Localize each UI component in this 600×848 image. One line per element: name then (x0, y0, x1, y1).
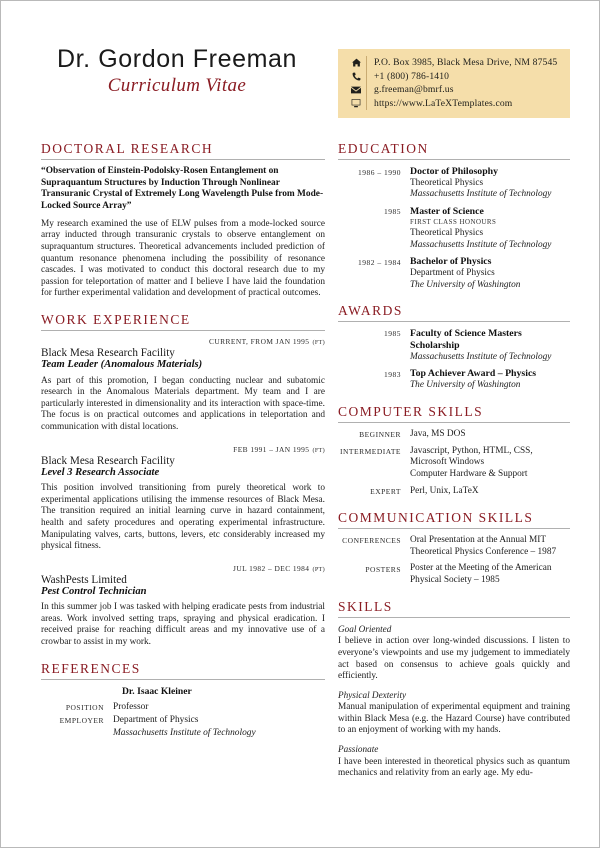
skill-category: Goal Oriented (338, 623, 392, 634)
award-body (410, 328, 570, 363)
award-year: 1983 (384, 369, 401, 379)
contact-row[interactable] (346, 83, 562, 97)
reference-label: POSITION (65, 702, 104, 712)
contact-text: g.freeman@bmrf.us (374, 84, 454, 96)
communication-skill-type: POSTERS (365, 564, 401, 574)
job-employer: Black Mesa Research Facility (41, 454, 175, 467)
job-employer: Black Mesa Research Facility (41, 346, 175, 359)
communication-skills-list (338, 535, 570, 587)
award-institution: The University of Washington (410, 380, 521, 391)
reference-row (41, 727, 325, 739)
education-years: 1986 – 1990 (358, 167, 401, 177)
skill-items (410, 446, 570, 481)
section-heading: EDUCATION (338, 141, 429, 156)
reference-value: Massachusetts Institute of Technology (113, 727, 256, 738)
section-heading: COMMUNICATION SKILLS (338, 509, 534, 525)
computer-skill-level: EXPERT (370, 487, 401, 497)
education-years: 1985 (384, 207, 401, 217)
education-institution: The University of Washington (410, 279, 521, 290)
section-skills (338, 599, 570, 780)
job-employment-type: (FT) (312, 446, 325, 454)
job-description: As part of this promotion, I began conducting nuclear and subatomic research in the Anomalous Materials department. My team and I are particularly interested in dimensionality and its interaction with space-time. The focus is on practical outcomes and applications in teleportation and communication with distal locations. (41, 375, 325, 432)
skill-item: Computer Hardware & Support (410, 469, 528, 480)
reference-label (41, 727, 113, 739)
skill-description: I have been interested in theoretical physics such as quantum mechanics and relativity from an early age. My edu- (338, 756, 570, 779)
section-divider (338, 422, 570, 423)
communication-skill-entry (338, 563, 570, 587)
education-entry (338, 166, 570, 201)
home-icon (346, 58, 366, 67)
page-title: Dr. Gordon Freeman (56, 45, 298, 73)
section-references (41, 661, 325, 739)
job-role: Pest Control Technician (41, 586, 147, 598)
section-awards (338, 303, 570, 392)
job-employment-type: (PT) (312, 565, 325, 573)
contact-text: P.O. Box 3985, Black Mesa Drive, NM 87545 (374, 57, 558, 68)
section-heading: SKILLS (338, 598, 393, 614)
education-field: Theoretical Physics (410, 228, 484, 239)
job-date (41, 337, 325, 346)
reference-row (41, 701, 325, 713)
cv-header (1, 1, 600, 129)
award-entry (338, 368, 570, 391)
section-heading: COMPUTER SKILLS (338, 403, 484, 419)
education-body (410, 256, 570, 291)
section-divider (338, 159, 570, 160)
reference-name: Dr. Isaac Kleiner (122, 685, 192, 697)
skill-item: Perl, Unix, LaTeX (410, 485, 479, 496)
skill-item: Physical Society – 1985 (410, 575, 500, 586)
right-column (338, 141, 570, 792)
award-title: Faculty of Science Masters Scholarship (410, 327, 522, 351)
contact-divider (366, 56, 367, 70)
section-heading: REFERENCES (41, 660, 141, 676)
education-list (338, 166, 570, 291)
section-computer-skills (338, 404, 570, 498)
skill-items (410, 486, 570, 498)
contact-row[interactable] (346, 56, 562, 70)
contact-divider (366, 83, 367, 97)
computer-skill-level: BEGINNER (359, 430, 401, 440)
education-honours: FIRST CLASS HONOURS (410, 218, 497, 226)
education-institution: Massachusetts Institute of Technology (410, 239, 552, 250)
job-date-range: JUL 1982 – DEC 1984 (233, 563, 310, 573)
section-divider (41, 330, 325, 331)
skill-item: Poster at the Meeting of the American (410, 563, 552, 574)
reference-value: Department of Physics (113, 714, 199, 725)
section-divider (338, 528, 570, 529)
left-column (41, 141, 325, 751)
award-year: 1985 (384, 329, 401, 339)
section-heading: WORK EXPERIENCE (41, 311, 191, 327)
job-date-range: CURRENT, FROM JAN 1995 (208, 336, 310, 346)
contact-text: https://www.LaTeXTemplates.com (374, 97, 513, 109)
skill-item: Oral Presentation at the Annual MIT (410, 534, 547, 545)
education-degree: Doctor of Philosophy (410, 166, 498, 177)
job-list (41, 337, 325, 649)
education-entry (338, 206, 570, 251)
contact-text: +1 (800) 786-1410 (374, 70, 450, 82)
education-field: Department of Physics (410, 268, 495, 279)
name-block (37, 45, 317, 97)
section-doctoral-research (41, 141, 325, 300)
skill-entry (338, 690, 570, 737)
section-divider (41, 159, 325, 160)
skill-category: Physical Dexterity (338, 689, 407, 700)
reference-details (41, 701, 325, 739)
job-date (41, 564, 325, 573)
envelope-icon (346, 86, 366, 94)
job-role: Team Leader (Anomalous Materials) (41, 359, 203, 371)
job-date-range: FEB 1991 – JAN 1995 (233, 444, 310, 454)
award-institution: Massachusetts Institute of Technology (410, 351, 552, 362)
section-divider (338, 617, 570, 618)
reference-value: Professor (113, 701, 149, 712)
job-entry (41, 445, 325, 553)
skill-item: Microsoft Windows (410, 457, 485, 468)
phone-icon (346, 72, 366, 81)
job-description: This position involved transitioning from purely theoretical work to experimental applications utilising the immense resources of Black Mesa. The transition required an initial learning curve in hazard containment, health and safety procedures and operating experimental infrastructure. Manipulating valves, carts, buttons, levers, etc considerably increased my physical fitness. (41, 483, 325, 552)
skill-item: Java, MS DOS (410, 428, 466, 439)
education-field: Theoretical Physics (410, 178, 484, 188)
section-divider (41, 679, 325, 680)
job-role: Level 3 Research Associate (41, 467, 160, 479)
contact-divider (366, 70, 367, 84)
computer-skill-level: INTERMEDIATE (340, 447, 401, 457)
skill-description: Manual manipulation of experimental equipment and training within Black Mesa (e.g. the Hazard Course) have contributed to an enjoyment of working with my hands. (338, 702, 570, 736)
section-heading: AWARDS (338, 302, 403, 318)
skill-item: Theoretical Physics Conference – 1987 (410, 546, 557, 557)
education-body (410, 166, 570, 201)
job-entry (41, 564, 325, 649)
education-degree: Bachelor of Physics (410, 256, 492, 268)
skills-list (338, 624, 570, 780)
award-body (410, 368, 570, 391)
contact-row[interactable] (346, 97, 562, 111)
computer-skill-entry (338, 429, 570, 441)
education-body (410, 206, 570, 251)
job-entry (41, 337, 325, 434)
computer-skill-entry (338, 486, 570, 498)
awards-list (338, 328, 570, 392)
education-years: 1982 – 1984 (358, 257, 401, 267)
contact-row[interactable] (346, 70, 562, 84)
doctoral-description: My research examined the use of ELW pulses from a mode-locked source array inducted through transuranic crystals to observe entanglement on supraquantum structures. Theoretical advancements included prediction of quantum resonance phenomena including the possibility of resonance cascades. I was motivated to conduct this doctoral research due to my passion for teleportation of matter and I believe I have laid the foundation for further experimental validation and development of practical outcomes. (41, 218, 325, 299)
skill-category: Passionate (338, 744, 379, 755)
award-title: Top Achiever Award – Physics (410, 368, 537, 380)
section-heading: DOCTORAL RESEARCH (41, 141, 214, 156)
skill-entry (338, 744, 570, 780)
skill-entry (338, 624, 570, 683)
contact-divider (366, 97, 367, 111)
section-education (338, 141, 570, 291)
skill-item: Javascript, Python, HTML, CSS, (410, 445, 533, 456)
skill-items (410, 563, 570, 587)
section-divider (338, 321, 570, 322)
job-date (41, 445, 325, 454)
job-employment-type: (FT) (312, 338, 325, 346)
reference-label: EMPLOYER (59, 715, 104, 725)
cv-subtitle: Curriculum Vitae (107, 75, 247, 96)
communication-skill-entry (338, 535, 570, 559)
education-degree: Master of Science (410, 205, 484, 217)
monitor-icon (346, 99, 366, 108)
section-communication-skills (338, 510, 570, 587)
education-institution: Massachusetts Institute of Technology (410, 189, 552, 200)
job-employer: WashPests Limited (41, 573, 127, 586)
job-description: In this summer job I was tasked with helping eradicate pests from industrial areas. Work involved setting traps, spraying and physical eradication. I received praise for reaching difficult areas and my innovative use of a crowbar to assist in my work. (41, 602, 325, 648)
computer-skill-entry (338, 446, 570, 481)
education-entry (338, 256, 570, 291)
reference-row (41, 714, 325, 726)
skill-items (410, 429, 570, 441)
skill-description: I believe in action over long-winded discussions. I listen to everyone’s viewpoints and use my judgement to immediately act based on consensus to achieve goals quickly and efficiently. (338, 636, 570, 682)
section-work-experience (41, 312, 325, 649)
contact-box (338, 49, 570, 118)
award-entry (338, 328, 570, 363)
communication-skill-type: CONFERENCES (342, 536, 401, 546)
thesis-title: “Observation of Einstein-Podolsky-Rosen Entanglement on Supraquantum Structures by Induction Through Nonlinear Transuranic Crystal of Extremely Long Wavelength Pulse from Mode-Locked Source Array” (41, 166, 324, 212)
skill-items (410, 535, 570, 559)
computer-skills-list (338, 429, 570, 498)
